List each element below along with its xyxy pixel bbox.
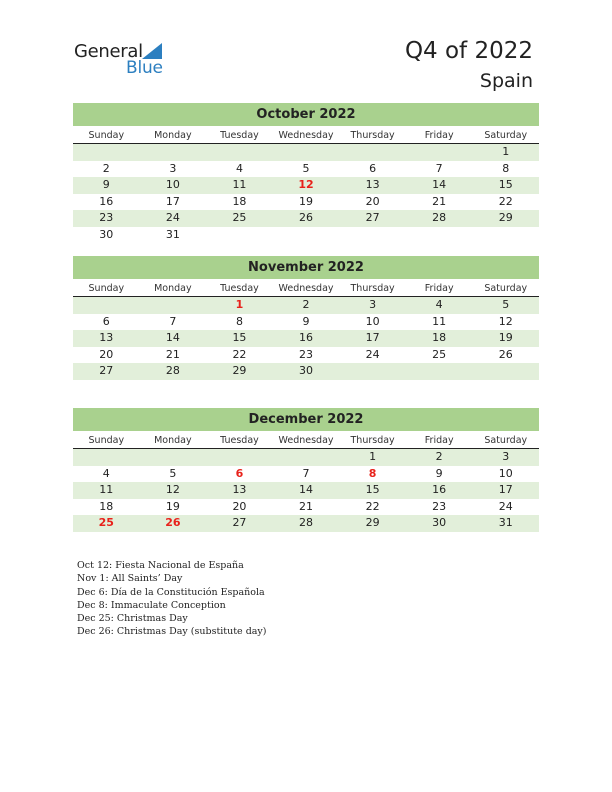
day-cell: 5 (169, 466, 177, 480)
day-cell: 4 (235, 161, 243, 175)
day-cell: 23 (99, 211, 114, 225)
day-cell (472, 363, 539, 380)
logo-text-blue: Blue (126, 58, 163, 78)
day-cell: 19 (165, 499, 180, 513)
day-cell (73, 449, 140, 466)
day-cell: 21 (432, 194, 447, 208)
day-cell: 4 (102, 466, 110, 480)
week-row (73, 194, 539, 211)
weekday-label: Saturday (484, 283, 528, 294)
day-cell: 31 (498, 516, 513, 530)
day-cell: 17 (165, 194, 180, 208)
day-cell: 30 (432, 516, 447, 530)
day-cell: 15 (365, 483, 380, 497)
day-cell: 29 (498, 211, 513, 225)
day-cell: 20 (232, 499, 247, 513)
month-title: December 2022 (73, 408, 539, 431)
day-cell (140, 297, 207, 314)
day-cell: 14 (432, 178, 447, 192)
day-cell (273, 449, 340, 466)
day-cell: 6 (102, 314, 110, 328)
day-cell: 4 (435, 298, 443, 311)
day-cell: 31 (165, 227, 180, 241)
week-row (73, 227, 539, 244)
day-cell: 2 (302, 298, 310, 311)
day-cell: 25 (432, 347, 447, 361)
day-cell: 17 (498, 483, 513, 497)
page-title: Q4 of 2022 (404, 38, 533, 64)
month-title: November 2022 (73, 256, 539, 279)
day-cell: 28 (432, 211, 447, 225)
day-cell: 19 (498, 331, 513, 345)
weekday-label: Saturday (484, 130, 528, 141)
weekday-header-row (73, 280, 539, 297)
weekday-label: Sunday (88, 130, 125, 141)
holiday-day-cell: 12 (298, 178, 314, 192)
day-cell: 12 (165, 483, 180, 497)
weekday-header-row (73, 432, 539, 449)
generalblue-logo (74, 41, 174, 77)
day-cell: 13 (365, 178, 380, 192)
week-row (73, 482, 539, 499)
month-calendar-november (73, 256, 539, 380)
weekday-label: Monday (154, 130, 192, 141)
day-cell (73, 297, 140, 314)
week-row (73, 515, 539, 532)
day-cell: 14 (165, 331, 180, 345)
week-row (73, 161, 539, 178)
holiday-day-cell: 25 (98, 516, 114, 530)
day-cell: 16 (99, 194, 114, 208)
day-cell: 11 (232, 178, 247, 192)
day-cell (273, 227, 340, 244)
month-calendar-december (73, 408, 539, 532)
day-cell: 9 (435, 466, 443, 480)
week-row (73, 347, 539, 364)
weekday-label: Friday (424, 130, 454, 141)
weekday-label: Saturday (484, 435, 528, 446)
month-calendar-october (73, 103, 539, 244)
day-cell: 3 (169, 161, 177, 175)
holiday-entry: Nov 1: All Saints’ Day (77, 573, 183, 585)
day-cell: 30 (299, 364, 314, 378)
day-cell: 9 (102, 178, 110, 192)
day-cell: 15 (498, 178, 513, 192)
holiday-list (77, 559, 267, 639)
holiday-entry: Dec 26: Christmas Day (substitute day) (77, 626, 267, 638)
holiday-entry: Dec 25: Christmas Day (77, 613, 188, 625)
weekday-label: Sunday (88, 435, 125, 446)
day-cell: 17 (365, 331, 380, 345)
week-row (73, 499, 539, 516)
weekday-label: Sunday (88, 283, 125, 294)
day-cell: 21 (165, 347, 180, 361)
weekday-label: Thursday (350, 283, 395, 294)
week-row (73, 330, 539, 347)
week-row (73, 177, 539, 194)
day-cell: 1 (502, 145, 510, 158)
day-cell: 7 (435, 161, 443, 175)
weekday-label: Monday (154, 283, 192, 294)
day-cell (140, 144, 207, 161)
holiday-entry: Dec 8: Immaculate Conception (77, 599, 226, 611)
day-cell: 2 (102, 161, 110, 175)
day-cell: 20 (365, 194, 380, 208)
day-cell: 8 (502, 161, 510, 175)
week-row (73, 449, 539, 466)
day-cell (206, 227, 273, 244)
day-cell: 21 (299, 499, 314, 513)
day-cell: 18 (432, 331, 447, 345)
weekday-label: Wednesday (278, 130, 334, 141)
day-cell: 26 (498, 347, 513, 361)
day-cell: 28 (299, 516, 314, 530)
day-cell: 10 (365, 314, 380, 328)
day-cell: 27 (232, 516, 247, 530)
holiday-entry: Oct 12: Fiesta Nacional de España (77, 560, 244, 571)
weekday-label: Thursday (350, 130, 395, 141)
weekday-label: Thursday (350, 435, 395, 446)
day-cell: 16 (432, 483, 447, 497)
logo-text-general: General (74, 41, 143, 62)
day-cell: 5 (502, 298, 510, 311)
day-cell: 22 (498, 194, 513, 208)
day-cell: 2 (435, 450, 443, 463)
day-cell: 1 (369, 450, 377, 463)
weekday-label: Wednesday (278, 283, 334, 294)
holiday-day-cell: 6 (235, 466, 244, 480)
day-cell: 30 (99, 227, 114, 241)
week-row (73, 466, 539, 483)
weekday-label: Tuesday (220, 130, 259, 141)
day-cell: 3 (369, 298, 377, 311)
day-cell: 27 (365, 211, 380, 225)
country-name: Spain (479, 70, 533, 92)
weekday-label: Tuesday (220, 283, 259, 294)
day-cell (73, 144, 140, 161)
day-cell: 22 (365, 499, 380, 513)
day-cell: 6 (369, 161, 377, 175)
day-cell: 29 (232, 364, 247, 378)
weekday-label: Wednesday (278, 435, 334, 446)
logo-triangle-icon (142, 43, 162, 59)
weekday-label: Friday (424, 435, 454, 446)
day-cell: 11 (432, 314, 447, 328)
day-cell: 28 (165, 364, 180, 378)
day-cell: 26 (299, 211, 314, 225)
holiday-day-cell: 8 (368, 466, 377, 480)
day-cell (140, 449, 207, 466)
day-cell: 27 (99, 364, 114, 378)
day-cell: 25 (232, 211, 247, 225)
day-cell: 24 (498, 499, 513, 513)
day-cell: 18 (232, 194, 247, 208)
week-row (73, 144, 539, 161)
day-cell (339, 227, 406, 244)
day-cell: 16 (299, 331, 314, 345)
day-cell: 22 (232, 347, 247, 361)
day-cell: 13 (99, 331, 114, 345)
day-cell: 9 (302, 314, 310, 328)
day-cell (406, 144, 473, 161)
day-cell: 29 (365, 516, 380, 530)
day-cell: 13 (232, 483, 247, 497)
day-cell (206, 144, 273, 161)
day-cell: 7 (169, 314, 177, 328)
day-cell: 24 (165, 211, 180, 225)
day-cell: 19 (299, 194, 314, 208)
day-cell: 8 (235, 314, 243, 328)
weekday-header-row (73, 127, 539, 144)
week-row (73, 297, 539, 314)
day-cell: 20 (99, 347, 114, 361)
day-cell: 7 (302, 466, 310, 480)
day-cell: 10 (498, 466, 513, 480)
day-cell (472, 227, 539, 244)
week-row (73, 314, 539, 331)
weekday-label: Monday (154, 435, 192, 446)
day-cell (406, 227, 473, 244)
month-title: October 2022 (73, 103, 539, 126)
day-cell: 24 (365, 347, 380, 361)
day-cell: 12 (498, 314, 513, 328)
holiday-day-cell: 26 (165, 516, 181, 530)
day-cell (339, 144, 406, 161)
day-cell: 23 (432, 499, 447, 513)
day-cell: 10 (165, 178, 180, 192)
holiday-entry: Dec 6: Día de la Constitución Española (77, 586, 265, 598)
day-cell: 5 (302, 161, 310, 175)
week-row (73, 363, 539, 380)
weekday-label: Friday (424, 283, 454, 294)
weekday-label: Tuesday (220, 435, 259, 446)
day-cell (406, 363, 473, 380)
day-cell: 14 (299, 483, 314, 497)
day-cell (273, 144, 340, 161)
day-cell: 3 (502, 450, 510, 463)
holiday-day-cell: 1 (235, 298, 244, 311)
day-cell (206, 449, 273, 466)
day-cell: 11 (99, 483, 114, 497)
day-cell: 23 (299, 347, 314, 361)
day-cell: 15 (232, 331, 247, 345)
day-cell (339, 363, 406, 380)
week-row (73, 210, 539, 227)
day-cell: 18 (99, 499, 114, 513)
